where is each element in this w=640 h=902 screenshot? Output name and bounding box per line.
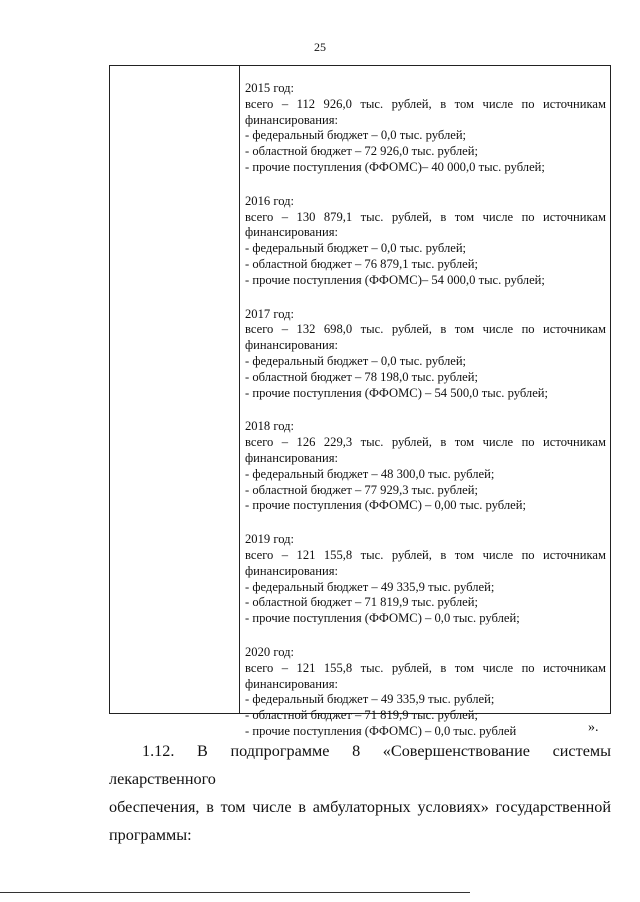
year-block-2017 [245,307,606,402]
year-block-2020 [245,645,606,740]
regional-budget-line: - областной бюджет – 71 819,9 тыс. рублей; [245,708,478,723]
paragraph-line: 1.12. В подпрограмме 8 «Совершенствование системы лекарственного [109,742,611,788]
federal-budget-line: - федеральный бюджет – 48 300,0 тыс. рублей; [245,466,495,481]
year-block-2016 [245,194,606,289]
year-heading: 2017 год: [245,306,295,321]
other-income-line: - прочие поступления (ФФОМС) – 0,00 тыс. рублей; [245,498,527,513]
year-block-2019 [245,532,606,627]
other-income-line: - прочие поступления (ФФОМС)– 54 000,0 тыс. рублей; [245,272,545,287]
regional-budget-line: - областной бюджет – 76 879,1 тыс. рублей; [245,256,478,271]
year-total-cont: финансирования: [245,338,339,353]
year-block-2018 [245,419,606,514]
federal-budget-line: - федеральный бюджет – 49 335,9 тыс. рублей; [245,692,495,707]
footer-rule [0,892,470,893]
year-total: всего – 126 229,3 тыс. рублей, в том числе по источникам [245,435,606,450]
year-total: всего – 121 155,8 тыс. рублей, в том числе по источникам [245,547,606,562]
closing-quote: ». [588,720,599,735]
year-total-cont: финансирования: [245,112,339,127]
year-block-2015 [245,81,606,176]
federal-budget-line: - федеральный бюджет – 0,0 тыс. рублей; [245,128,467,143]
paragraph-line: программы: [109,826,192,844]
year-total-cont: финансирования: [245,676,339,691]
year-total: всего – 121 155,8 тыс. рублей, в том числе по источникам [245,660,606,675]
year-total: всего – 112 926,0 тыс. рублей, в том числе по источникам [245,96,606,111]
funding-cell [245,81,606,740]
paragraph-line: обеспечения, в том числе в амбулаторных условиях» государственной [109,798,611,816]
year-heading: 2018 год: [245,419,295,434]
year-total: всего – 130 879,1 тыс. рублей, в том числе по источникам [245,209,606,224]
regional-budget-line: - областной бюджет – 78 198,0 тыс. рублей; [245,369,478,384]
regional-budget-line: - областной бюджет – 72 926,0 тыс. рублей; [245,144,478,159]
page-number: 25 [314,40,326,54]
year-heading: 2019 год: [245,532,295,547]
other-income-line: - прочие поступления (ФФОМС) – 54 500,0 тыс. рублей; [245,385,549,400]
federal-budget-line: - федеральный бюджет – 0,0 тыс. рублей; [245,241,467,256]
year-total-cont: финансирования: [245,450,339,465]
regional-budget-line: - областной бюджет – 71 819,9 тыс. рублей; [245,595,478,610]
year-heading: 2020 год: [245,644,295,659]
other-income-line: - прочие поступления (ФФОМС)– 40 000,0 тыс. рублей; [245,159,545,174]
regional-budget-line: - областной бюджет – 77 929,3 тыс. рублей; [245,482,478,497]
table-column-divider [239,66,240,713]
amendment-paragraph [109,737,611,849]
year-heading: 2015 год: [245,81,295,95]
other-income-line: - прочие поступления (ФФОМС) – 0,0 тыс. рублей [245,723,517,738]
federal-budget-line: - федеральный бюджет – 49 335,9 тыс. рублей; [245,579,495,594]
year-total-cont: финансирования: [245,563,339,578]
funding-table [109,65,611,738]
federal-budget-line: - федеральный бюджет – 0,0 тыс. рублей; [245,353,467,368]
year-total: всего – 132 698,0 тыс. рублей, в том числе по источникам [245,322,606,337]
year-heading: 2016 год: [245,193,295,208]
year-total-cont: финансирования: [245,225,339,240]
other-income-line: - прочие поступления (ФФОМС) – 0,0 тыс. рублей; [245,611,520,626]
